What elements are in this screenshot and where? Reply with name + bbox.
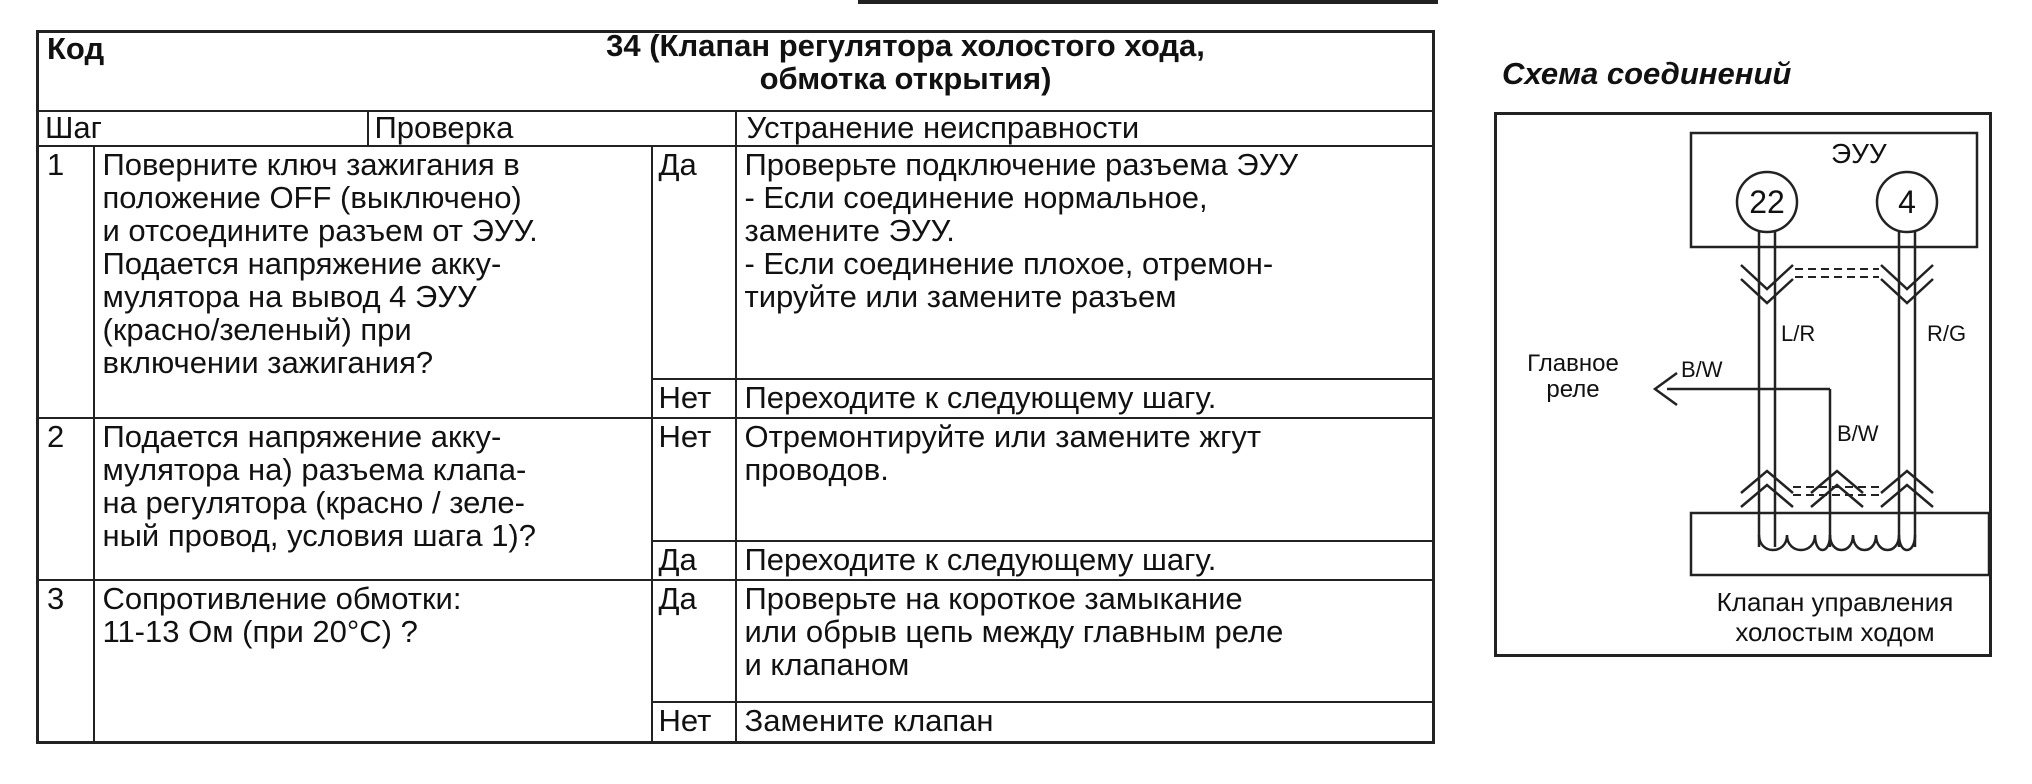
table-row [38, 580, 1434, 702]
valve-label-line2: холостым ходом [1735, 617, 1935, 647]
step-check: Сопротивление обмотки: 11-13 Ом (при 20°С) ? [94, 580, 652, 742]
diagnostic-table [36, 30, 1435, 744]
valve-label-line1: Клапан управления [1716, 587, 1954, 617]
top-rule [858, 0, 1438, 4]
step-check: Поверните ключ зажигания в положение OFF (выключено) и отсоедините разъем от ЭУУ. Подается напряжение акку- мулятора на вывод 4 ЭУУ (красно/зеленый) при включении зажигания? [94, 146, 652, 418]
answer-cell: Да [652, 580, 736, 702]
remedy-cell: Проверьте на короткое замыкание или обрыв цепь между главным реле и клапаном [736, 580, 1434, 702]
connector-chevron-lower-mid [1811, 471, 1863, 507]
pin-4-label: 4 [1898, 184, 1916, 220]
wiring-svg [1497, 115, 1995, 660]
remedy-cell: Проверьте подключение разъема ЭУУ - Если соединение нормальное, замените ЭУУ. - Если соединение плохое, отремон- тируйте или замените разъем [736, 146, 1434, 378]
answer-cell: Да [652, 146, 736, 378]
table-row [38, 418, 1434, 540]
valve-box [1691, 513, 1989, 575]
connector-chevron-upper-left [1741, 265, 1793, 303]
connector-chevron-upper-right [1881, 265, 1933, 303]
step-check: Подается напряжение акку- мулятора на) разъема клапа- на регулятора (красно / зеле- ный провод, условия шага 1)? [94, 418, 652, 580]
code-title-line1: 34 (Клапан регулятора холостого хода, [606, 31, 1205, 63]
connector-chevron-lower-right [1881, 471, 1933, 507]
header-step: Шаг [38, 111, 368, 147]
code-label: Код [47, 31, 105, 66]
answer-cell: Нет [652, 702, 736, 742]
answer-cell: Да [652, 541, 736, 581]
relay-label-line2: реле [1546, 376, 1600, 403]
connector-chevron-lower-left [1741, 471, 1793, 507]
remedy-cell: Отремонтируйте или замените жгут проводов. [736, 418, 1434, 540]
code-row [38, 32, 1434, 111]
step-number: 2 [38, 418, 94, 580]
wire-bw-top-label: B/W [1681, 357, 1723, 382]
pin-22-label: 22 [1749, 184, 1785, 220]
remedy-cell: Переходите к следующему шагу. [736, 541, 1434, 581]
coil-right-icon [1830, 535, 1915, 550]
schema-title: Схема соединений [1502, 56, 1792, 91]
code-title [47, 32, 1424, 96]
ecu-label: ЭУУ [1831, 138, 1887, 169]
header-remedy: Устранение неисправности [736, 111, 1434, 147]
table-row [38, 146, 1434, 378]
relay-label-line1: Главное [1527, 350, 1619, 377]
coil-left-icon [1759, 535, 1830, 550]
wiring-diagram [1494, 112, 1992, 657]
step-number: 1 [38, 146, 94, 418]
step-number: 3 [38, 580, 94, 742]
remedy-cell: Замените клапан [736, 702, 1434, 742]
answer-cell: Нет [652, 379, 736, 419]
wire-bw-mid-label: B/W [1837, 421, 1879, 446]
code-title-line2: обмотка открытия) [759, 60, 1052, 96]
diagnostic-table-wrapper [36, 30, 1432, 744]
remedy-cell: Переходите к следующему шагу. [736, 379, 1434, 419]
wire-rg-label: R/G [1927, 321, 1967, 346]
wire-lr-label: L/R [1781, 321, 1816, 346]
header-row [38, 111, 1434, 147]
answer-cell: Нет [652, 418, 736, 540]
header-check: Проверка [368, 111, 736, 147]
